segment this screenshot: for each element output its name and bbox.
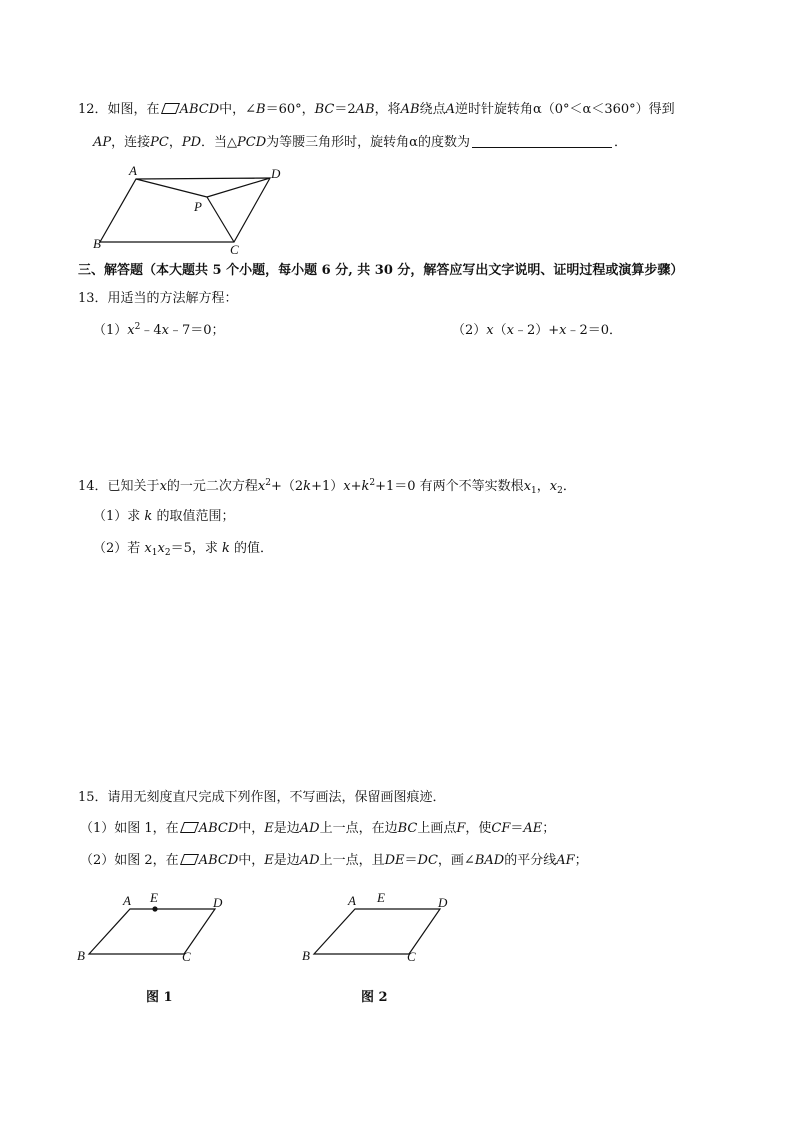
q12-text: AB — [355, 102, 375, 117]
q15-text: F — [456, 821, 466, 836]
q12-text: ＝2 — [334, 102, 356, 117]
q13-text: （ — [493, 323, 507, 338]
q15-part-2 — [80, 852, 588, 870]
q13-text: 用适当的方法解方程： — [107, 291, 238, 306]
q13-text: ﹣7＝0； — [168, 323, 225, 338]
segment-AP — [136, 179, 207, 197]
q12-text: 中，∠ — [219, 102, 257, 117]
q14-text: x — [523, 479, 532, 494]
q12-text: 为等腰三角形时，旋转角α的度数为 — [266, 135, 470, 150]
q15-text: AF — [556, 853, 575, 868]
q12-text: ． — [613, 135, 627, 150]
q12-text: ＝60°， — [265, 102, 315, 117]
q15-text: 上一点，且 — [319, 853, 385, 868]
q15-prompt — [78, 789, 446, 807]
q14-part-2 — [93, 540, 273, 558]
q12-text: 如图，在 — [107, 102, 160, 117]
q14-text: ． — [562, 479, 576, 494]
figure-1 — [72, 885, 232, 967]
q15-text: ＝ — [404, 853, 418, 868]
q14-text: k — [303, 479, 312, 494]
q12-text: BC — [314, 102, 335, 117]
q14-text: （2）若 — [93, 541, 141, 556]
q15-text: 请用无刻度直尺完成下列作图，不写画法，保留画图痕迹． — [107, 790, 446, 805]
q14-part-1 — [93, 508, 234, 526]
q12-text: PD — [181, 135, 202, 150]
q13-text: ﹣4 — [140, 323, 162, 338]
figure-2 — [297, 885, 457, 967]
fig1-caption: 图 1 — [146, 990, 173, 1005]
parallelogram-icon — [180, 854, 199, 865]
q14-prompt — [78, 478, 576, 496]
fig2-label-D: D — [438, 895, 448, 910]
q15-text: 上一点，在边 — [319, 821, 398, 836]
q12-parallelogram — [100, 178, 270, 242]
q13-text: x — [161, 323, 169, 338]
q15-text: 上画点 — [417, 821, 457, 836]
fig1-label-C: C — [182, 949, 191, 964]
fig1-label-E: E — [150, 890, 158, 905]
q13-text: ﹣2）+ — [513, 323, 560, 338]
fig2-label-E: E — [377, 890, 385, 905]
q14-text: 的值． — [234, 541, 274, 556]
q13-part-2 — [452, 322, 622, 340]
answer-blank[interactable] — [472, 135, 612, 148]
q15-text: ＝ — [510, 821, 524, 836]
label-C: C — [230, 242, 239, 255]
q14-text: 2 — [164, 548, 171, 558]
label-B: B — [93, 236, 101, 251]
q14-text: x — [144, 541, 152, 556]
parallelogram-icon — [161, 103, 180, 114]
q15-part-1 — [80, 820, 555, 838]
q12-number: 12． — [78, 102, 108, 117]
q13-text: x — [506, 323, 514, 338]
q14-text: k — [361, 479, 370, 494]
fig1-label-A: A — [123, 893, 131, 908]
q15-text: （2）如图 2，在 — [80, 853, 179, 868]
q12-text: B — [256, 102, 266, 117]
fig2-label-C: C — [407, 949, 416, 964]
q15-text: AD — [299, 853, 320, 868]
q14-text: x — [549, 479, 558, 494]
q14-text: +1＝0 有两个不等实数根 — [375, 479, 524, 494]
q15-text: BAD — [474, 853, 505, 868]
fig1-parallelogram — [89, 909, 215, 954]
q15-text: DC — [417, 853, 438, 868]
q15-text: 是边 — [273, 853, 300, 868]
fig2-parallelogram — [314, 909, 440, 954]
q13-text: （1） — [93, 323, 128, 338]
q12-text: ．当△ — [201, 135, 238, 150]
q12-text: ，将 — [374, 102, 401, 117]
q15-text: ABCD — [198, 853, 239, 868]
q15-text: ； — [542, 821, 556, 836]
q15-text: 中， — [238, 853, 265, 868]
q12-text: PCD — [237, 135, 267, 150]
q15-text: 是边 — [273, 821, 300, 836]
q14-text: k — [144, 509, 153, 524]
q15-text: （1）如图 1，在 — [80, 821, 179, 836]
q12-text: A — [445, 102, 455, 117]
q15-text: ； — [574, 853, 588, 868]
q12-text: ABCD — [179, 102, 220, 117]
fig2-label-B: B — [302, 948, 310, 963]
q14-text: + — [350, 479, 362, 494]
q13-text: 2 — [134, 322, 141, 332]
q15-text: 中， — [238, 821, 265, 836]
parallelogram-icon — [180, 822, 199, 833]
q12-text: PC — [150, 135, 169, 150]
q13-text: x — [486, 323, 494, 338]
q12-line-1 — [78, 101, 675, 119]
q12-line-2 — [93, 134, 627, 152]
q13-part-1 — [93, 322, 225, 340]
fig1-label-B: B — [77, 948, 85, 963]
q14-text: +（2 — [271, 479, 304, 494]
q14-text: 1 — [531, 486, 537, 496]
q14-text: x — [343, 479, 351, 494]
fig1-label-D: D — [213, 895, 223, 910]
q12-text: AP — [93, 135, 112, 150]
section-heading: 三、解答题（本大题共 5 个小题，每小题 6 分, 共 30 分，解答应写出文字说明、证明过程或演算步骤） — [78, 263, 684, 278]
q15-text: CF — [491, 821, 511, 836]
q14-text: 的一元二次方程 — [166, 479, 258, 494]
q14-text: +1） — [311, 479, 344, 494]
q15-number: 15． — [78, 790, 108, 805]
q13-text: x — [127, 323, 135, 338]
q14-text: x — [157, 541, 165, 556]
q13-text: （2） — [452, 323, 487, 338]
q15-text: ，使 — [465, 821, 492, 836]
q15-text: ，画∠ — [437, 853, 475, 868]
label-P: P — [194, 199, 202, 214]
q13-text: ﹣2＝0． — [566, 323, 623, 338]
q15-text: 的平分线 — [504, 853, 557, 868]
label-A: A — [129, 163, 137, 178]
q14-text: （1）求 — [93, 509, 141, 524]
q15-text: E — [264, 853, 274, 868]
q12-text: ， — [168, 135, 182, 150]
fig2-label-A: A — [348, 893, 356, 908]
q14-text: ， — [536, 479, 550, 494]
q15-text: DE — [384, 853, 405, 868]
q12-text: AB — [400, 102, 420, 117]
q14-text: x — [159, 479, 167, 494]
q13-prompt — [78, 290, 238, 308]
q15-text: E — [264, 821, 274, 836]
fig2-caption: 图 2 — [361, 990, 388, 1005]
q13-text: x — [559, 323, 567, 338]
q12-text: 绕点 — [419, 102, 446, 117]
q14-text: ＝5，求 — [170, 541, 218, 556]
q15-text: ABCD — [198, 821, 239, 836]
q14-text: x — [257, 479, 266, 494]
q14-text: 的取值范围； — [156, 509, 235, 524]
q14-text: 2 — [369, 478, 376, 488]
q12-text: 逆时针旋转角α（0°＜α＜360°）得到 — [455, 102, 675, 117]
q14-text: 2 — [265, 478, 271, 488]
label-D: D — [271, 166, 281, 181]
q15-text: BC — [397, 821, 418, 836]
q14-text: k — [222, 541, 230, 556]
segment-PC — [207, 197, 234, 242]
q12-figure — [88, 160, 288, 255]
q14-text: 2 — [557, 486, 563, 496]
q14-text: 1 — [151, 548, 158, 558]
fig1-point-E — [152, 906, 157, 911]
q14-number: 14． — [78, 479, 108, 494]
q15-text: AE — [523, 821, 543, 836]
q14-text: 已知关于 — [107, 479, 160, 494]
q15-text: AD — [299, 821, 320, 836]
q13-number: 13． — [78, 291, 108, 306]
q12-text: ，连接 — [111, 135, 151, 150]
